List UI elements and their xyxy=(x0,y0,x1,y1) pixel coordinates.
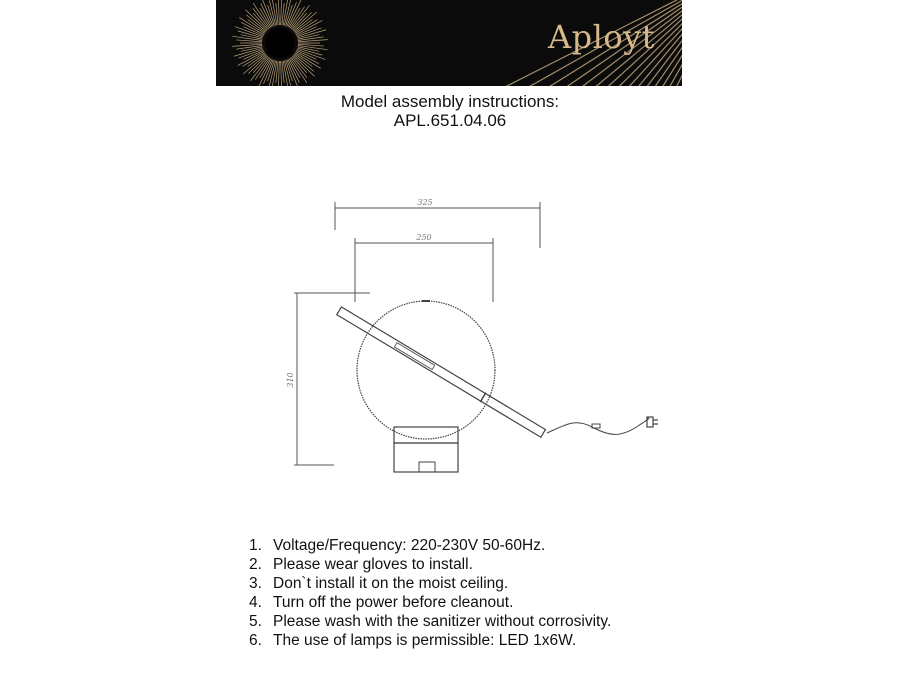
instruction-list xyxy=(249,536,611,650)
power-cable xyxy=(547,418,649,434)
dimension-label-height: 310 xyxy=(286,372,295,388)
instruction-number: 2. xyxy=(249,556,262,573)
dimension-label-inner: 250 xyxy=(416,233,432,242)
lamp-diagram xyxy=(280,190,680,490)
brand-banner xyxy=(216,0,682,86)
base-switch xyxy=(419,462,435,472)
instruction-number: 5. xyxy=(249,613,262,630)
instruction-text: Please wash with the sanitizer without corrosivity. xyxy=(273,613,612,630)
instruction-text: Don`t install it on the moist ceiling. xyxy=(273,575,509,592)
dimension-label-outer: 325 xyxy=(417,198,433,207)
instruction-text: The use of lamps is permissible: LED 1x6W. xyxy=(273,632,577,649)
instruction-item xyxy=(249,612,611,631)
led-tube xyxy=(336,306,546,438)
instruction-number: 6. xyxy=(249,632,262,649)
instruction-number: 4. xyxy=(249,594,262,611)
instruction-item xyxy=(249,536,611,555)
instruction-text: Voltage/Frequency: 220-230V 50-60Hz. xyxy=(273,537,546,554)
lamp-base xyxy=(394,443,458,472)
globe-shade xyxy=(357,301,495,439)
brand-name: Aployt xyxy=(548,18,656,56)
instruction-item xyxy=(249,574,611,593)
instruction-item xyxy=(249,631,611,650)
model-number: APL.651.04.06 xyxy=(393,111,507,130)
instruction-item xyxy=(249,593,611,612)
document-title: Model assembly instructions: xyxy=(340,92,560,111)
instruction-text: Turn off the power before cleanout. xyxy=(273,594,514,611)
instruction-number: 1. xyxy=(249,537,262,554)
instruction-item xyxy=(249,555,611,574)
instruction-text: Please wear gloves to install. xyxy=(273,556,473,573)
instruction-number: 3. xyxy=(249,575,262,592)
